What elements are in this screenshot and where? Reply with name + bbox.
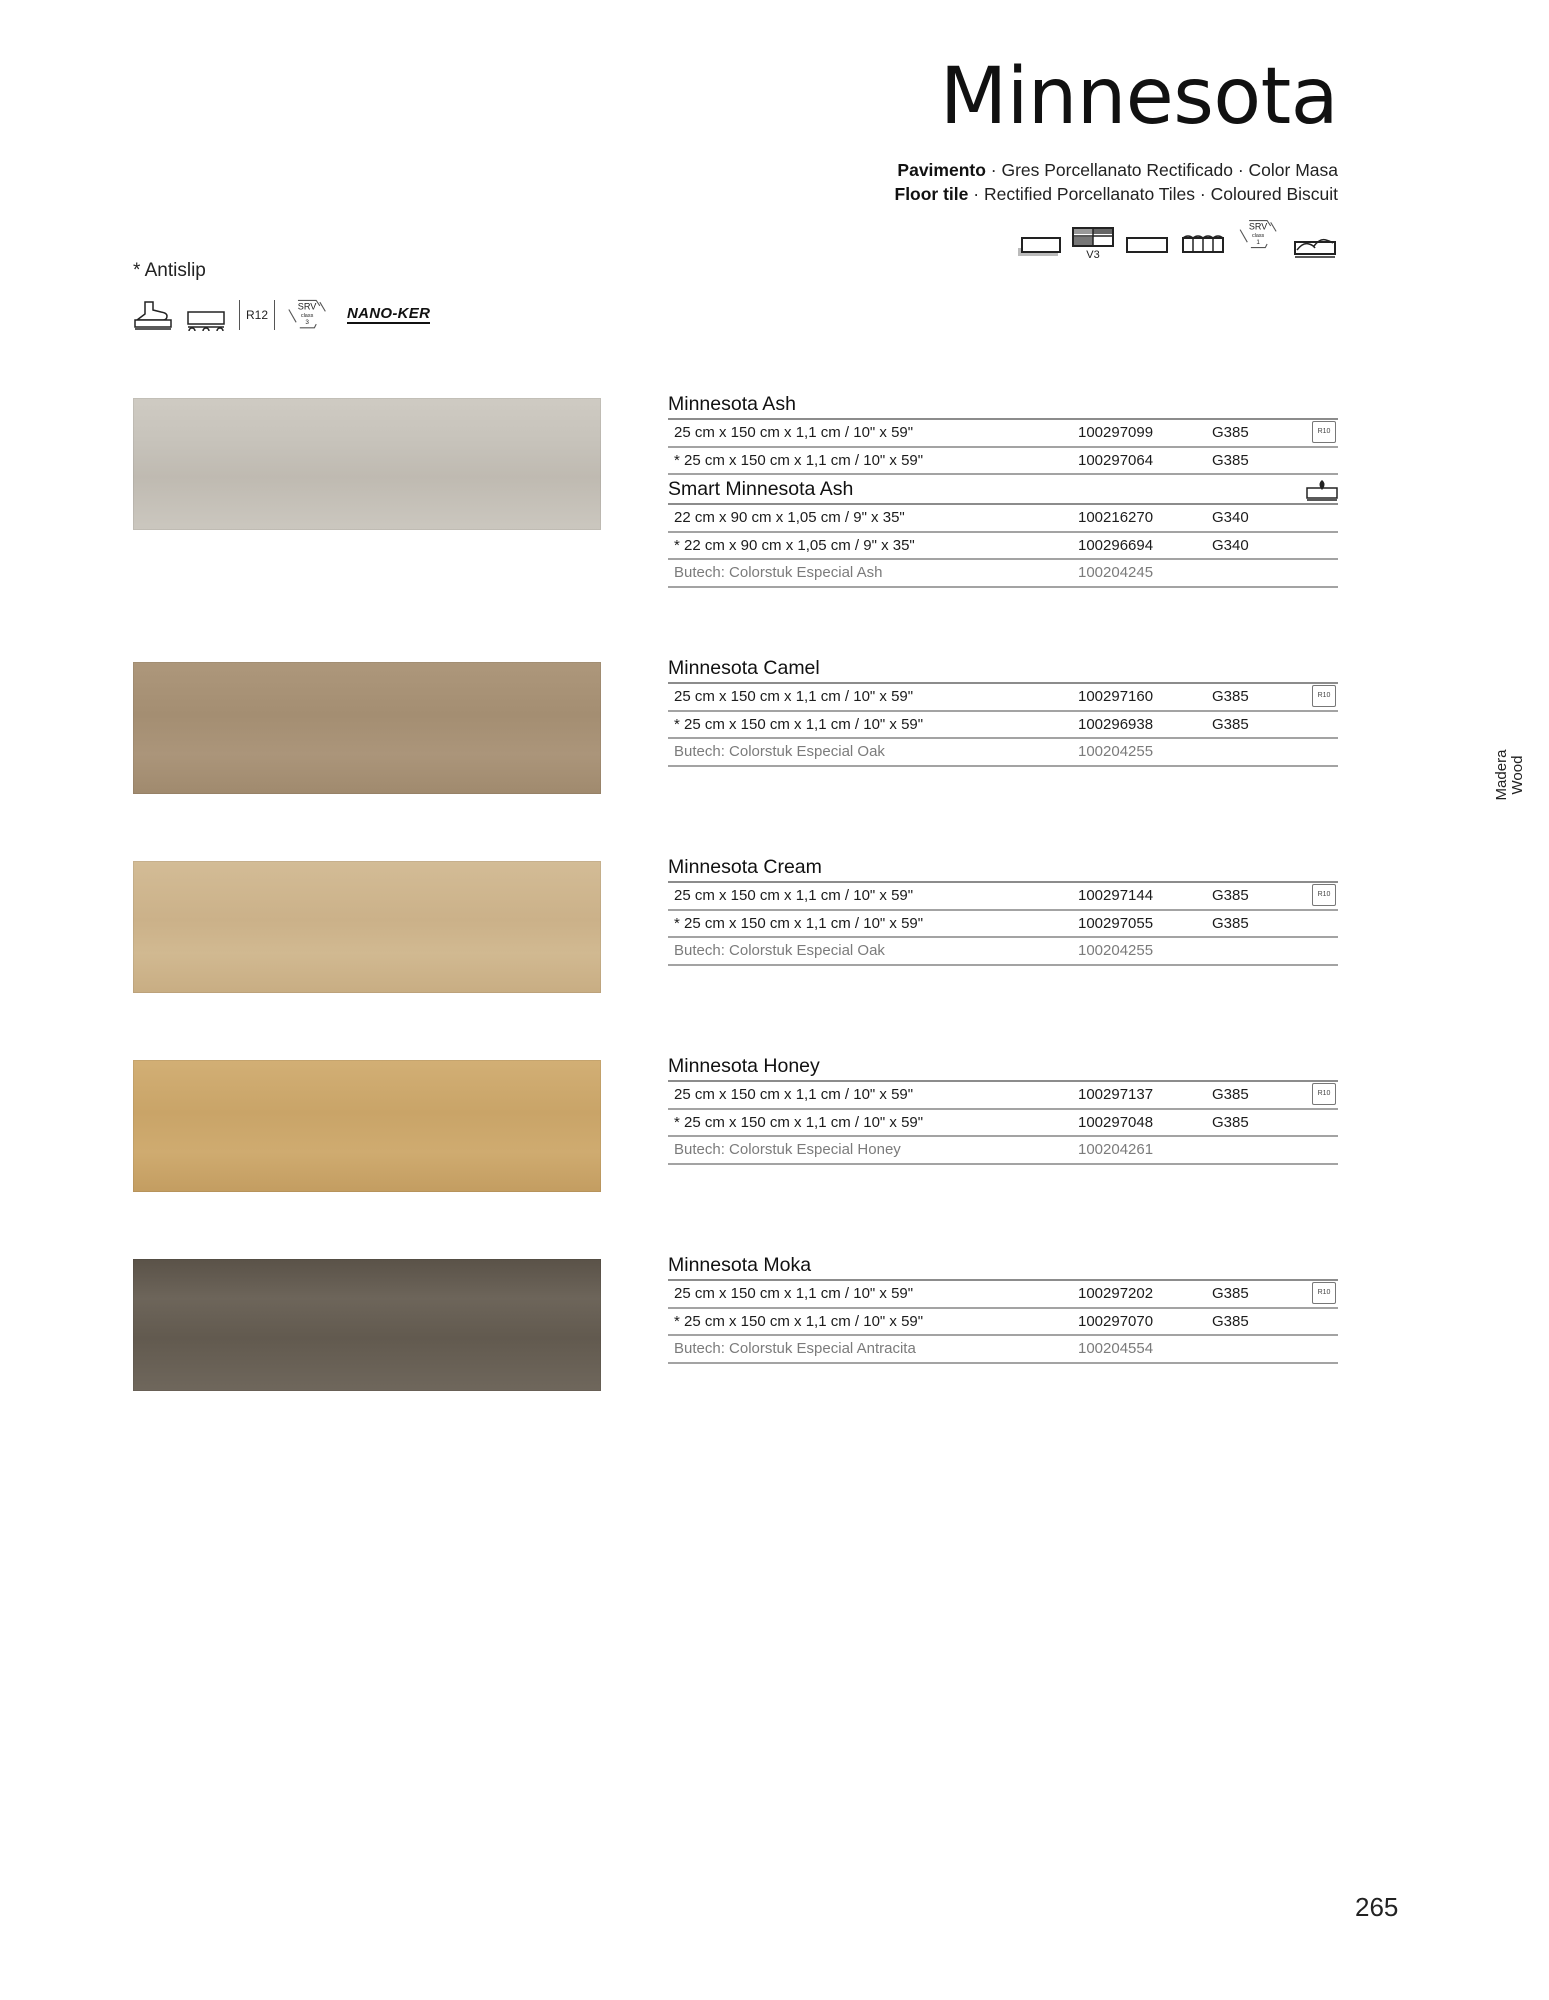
table-row bbox=[668, 1309, 1338, 1337]
table-row bbox=[668, 883, 1338, 911]
subtitle-en-bold: Floor tile bbox=[894, 184, 969, 204]
side-label bbox=[1470, 745, 1549, 805]
subtitle-es-bold: Pavimento bbox=[897, 160, 986, 180]
grade-cell: G385 bbox=[1212, 715, 1249, 733]
antislip-label: * Antislip bbox=[133, 260, 206, 281]
r10-icon: R10 bbox=[1312, 685, 1336, 707]
r10-icon: R10 bbox=[1312, 884, 1336, 906]
table-row bbox=[668, 533, 1338, 561]
code-cell: 100297048 bbox=[1078, 1113, 1154, 1131]
swatch-moka bbox=[133, 1259, 601, 1391]
size-cell: * 22 cm x 90 cm x 1,05 cm / 9" x 35" bbox=[674, 536, 915, 554]
grade-cell bbox=[1212, 938, 1292, 964]
svg-text:SRV: SRV bbox=[1248, 221, 1268, 232]
subtitle bbox=[895, 158, 1339, 206]
side-label-en: Wood bbox=[1509, 755, 1526, 795]
table-row-grout bbox=[668, 560, 1338, 588]
product-name: Minnesota Camel bbox=[668, 657, 820, 679]
code-cell: 100204261 bbox=[1078, 1141, 1154, 1158]
grade-cell: G385 bbox=[1212, 1312, 1249, 1330]
grade-cell: G385 bbox=[1212, 887, 1249, 904]
table-row-grout bbox=[668, 1336, 1338, 1364]
size-cell: * 25 cm x 150 cm x 1,1 cm / 10" x 59" bbox=[674, 451, 924, 469]
foot-slip-icon bbox=[133, 298, 173, 332]
shade-variation-icon bbox=[1072, 227, 1114, 249]
foot-traffic-icon bbox=[1292, 227, 1338, 263]
grade-cell bbox=[1212, 739, 1292, 765]
code-cell: 100204554 bbox=[1078, 1340, 1154, 1357]
code-cell: 100296938 bbox=[1078, 715, 1154, 733]
product-honey bbox=[668, 1052, 1338, 1165]
size-cell: * 25 cm x 150 cm x 1,1 cm / 10" x 59" bbox=[674, 715, 924, 733]
grade-cell: G385 bbox=[1212, 424, 1249, 441]
size-cell: 25 cm x 150 cm x 1,1 cm / 10" x 59" bbox=[674, 1285, 914, 1302]
svg-text:SRV: SRV bbox=[297, 301, 317, 312]
product-name: Minnesota Cream bbox=[668, 856, 822, 878]
grade-cell: G385 bbox=[1212, 1285, 1249, 1302]
grout-cell: Butech: Colorstuk Especial Honey bbox=[674, 1141, 901, 1158]
subtitle-en bbox=[895, 182, 1339, 206]
product-cream bbox=[668, 853, 1338, 966]
grade-cell: G385 bbox=[1212, 688, 1249, 705]
product-table bbox=[668, 418, 1338, 475]
rectified-edge-icon bbox=[1124, 227, 1170, 263]
size-cell: * 25 cm x 150 cm x 1,1 cm / 10" x 59" bbox=[674, 1113, 924, 1131]
side-label-es: Madera bbox=[1493, 749, 1510, 801]
product-table bbox=[668, 881, 1338, 966]
product-name: Minnesota Ash bbox=[668, 393, 796, 415]
svg-text:3: 3 bbox=[305, 319, 309, 327]
grout-cell: Butech: Colorstuk Especial Oak bbox=[674, 942, 885, 959]
shade-variation bbox=[1072, 227, 1114, 261]
svg-text:class: class bbox=[1251, 232, 1265, 239]
code-cell: 100296694 bbox=[1078, 536, 1154, 554]
frost-resistant-icon bbox=[1180, 227, 1226, 263]
size-cell: 22 cm x 90 cm x 1,05 cm / 9" x 35" bbox=[674, 509, 905, 526]
swatch-camel bbox=[133, 662, 601, 794]
table-row bbox=[668, 505, 1338, 533]
table-row bbox=[668, 448, 1338, 476]
swatch-cream bbox=[133, 861, 601, 993]
code-cell: 100204255 bbox=[1078, 743, 1154, 760]
code-cell: 100204245 bbox=[1078, 564, 1154, 581]
size-cell: 25 cm x 150 cm x 1,1 cm / 10" x 59" bbox=[674, 887, 914, 904]
table-row bbox=[668, 684, 1338, 712]
grade-cell bbox=[1212, 1336, 1292, 1362]
product-table bbox=[668, 503, 1338, 588]
product-camel bbox=[668, 654, 1338, 767]
code-cell: 100297064 bbox=[1078, 451, 1154, 469]
page-title: Minnesota bbox=[939, 52, 1338, 142]
table-row bbox=[668, 1082, 1338, 1110]
code-cell: 100297099 bbox=[1078, 424, 1154, 441]
size-cell: * 25 cm x 150 cm x 1,1 cm / 10" x 59" bbox=[674, 1312, 924, 1330]
table-row bbox=[668, 712, 1338, 740]
antislip-icons bbox=[133, 295, 430, 335]
nanoker-logo: NANO-KER bbox=[347, 305, 431, 322]
table-row-grout bbox=[668, 739, 1338, 767]
product-name: Minnesota Moka bbox=[668, 1254, 812, 1276]
product-moka bbox=[668, 1251, 1338, 1364]
product-name: Minnesota Honey bbox=[668, 1055, 820, 1077]
r10-icon: R10 bbox=[1312, 421, 1336, 443]
subtitle-es bbox=[895, 158, 1339, 182]
code-cell: 100216270 bbox=[1078, 509, 1154, 526]
smart-product-name: Smart Minnesota Ash bbox=[668, 478, 854, 500]
table-row bbox=[668, 911, 1338, 939]
spec-icons bbox=[1016, 221, 1338, 263]
shade-variation-label: V3 bbox=[1086, 249, 1100, 261]
grade-cell: G385 bbox=[1212, 1113, 1249, 1131]
grade-cell: G385 bbox=[1212, 1086, 1249, 1103]
code-cell: 100297070 bbox=[1078, 1312, 1154, 1330]
svg-text:class: class bbox=[300, 312, 314, 319]
table-row bbox=[668, 420, 1338, 448]
subtitle-en-rest: · Rectified Porcellanato Tiles · Coloured Biscuit bbox=[968, 184, 1338, 204]
page-number: 265 bbox=[1355, 1892, 1399, 1922]
grade-cell: G385 bbox=[1212, 451, 1249, 469]
floor-tile-icon bbox=[1016, 227, 1062, 263]
subtitle-es-rest: · Gres Porcellanato Rectificado · Color Masa bbox=[985, 160, 1338, 180]
product-ash bbox=[668, 390, 1338, 588]
code-cell: 100297160 bbox=[1078, 688, 1154, 705]
size-cell: * 25 cm x 150 cm x 1,1 cm / 10" x 59" bbox=[674, 914, 924, 932]
grade-cell bbox=[1212, 560, 1292, 586]
code-cell: 100297055 bbox=[1078, 914, 1154, 932]
r12-icon: R12 bbox=[239, 300, 275, 330]
grout-cell: Butech: Colorstuk Especial Oak bbox=[674, 743, 885, 760]
grade-cell: G340 bbox=[1212, 509, 1249, 526]
product-table bbox=[668, 1279, 1338, 1364]
grout-cell: Butech: Colorstuk Especial Antracita bbox=[674, 1340, 916, 1357]
code-cell: 100204255 bbox=[1078, 942, 1154, 959]
product-table bbox=[668, 1080, 1338, 1165]
swatch-honey bbox=[133, 1060, 601, 1192]
table-row bbox=[668, 1110, 1338, 1138]
grout-cell: Butech: Colorstuk Especial Ash bbox=[674, 564, 883, 581]
outdoor-floor-icon bbox=[185, 298, 227, 332]
grade-cell: G385 bbox=[1212, 914, 1249, 932]
smart-tile-icon bbox=[1306, 478, 1338, 502]
grade-cell bbox=[1212, 1137, 1292, 1163]
table-row-grout bbox=[668, 938, 1338, 966]
swatch-ash bbox=[133, 398, 601, 530]
svg-text:1: 1 bbox=[1256, 239, 1260, 246]
srv-class3-icon bbox=[287, 295, 329, 335]
code-cell: 100297144 bbox=[1078, 887, 1154, 904]
table-row bbox=[668, 1281, 1338, 1309]
code-cell: 100297202 bbox=[1078, 1285, 1154, 1302]
r10-icon: R10 bbox=[1312, 1083, 1336, 1105]
size-cell: 25 cm x 150 cm x 1,1 cm / 10" x 59" bbox=[674, 688, 914, 705]
code-cell: 100297137 bbox=[1078, 1086, 1154, 1103]
size-cell: 25 cm x 150 cm x 1,1 cm / 10" x 59" bbox=[674, 424, 914, 441]
size-cell: 25 cm x 150 cm x 1,1 cm / 10" x 59" bbox=[674, 1086, 914, 1103]
table-row-grout bbox=[668, 1137, 1338, 1165]
grade-cell: G340 bbox=[1212, 536, 1249, 554]
r10-icon: R10 bbox=[1312, 1282, 1336, 1304]
product-table bbox=[668, 682, 1338, 767]
srv-class-icon bbox=[1236, 217, 1282, 253]
product-name bbox=[668, 475, 1338, 503]
